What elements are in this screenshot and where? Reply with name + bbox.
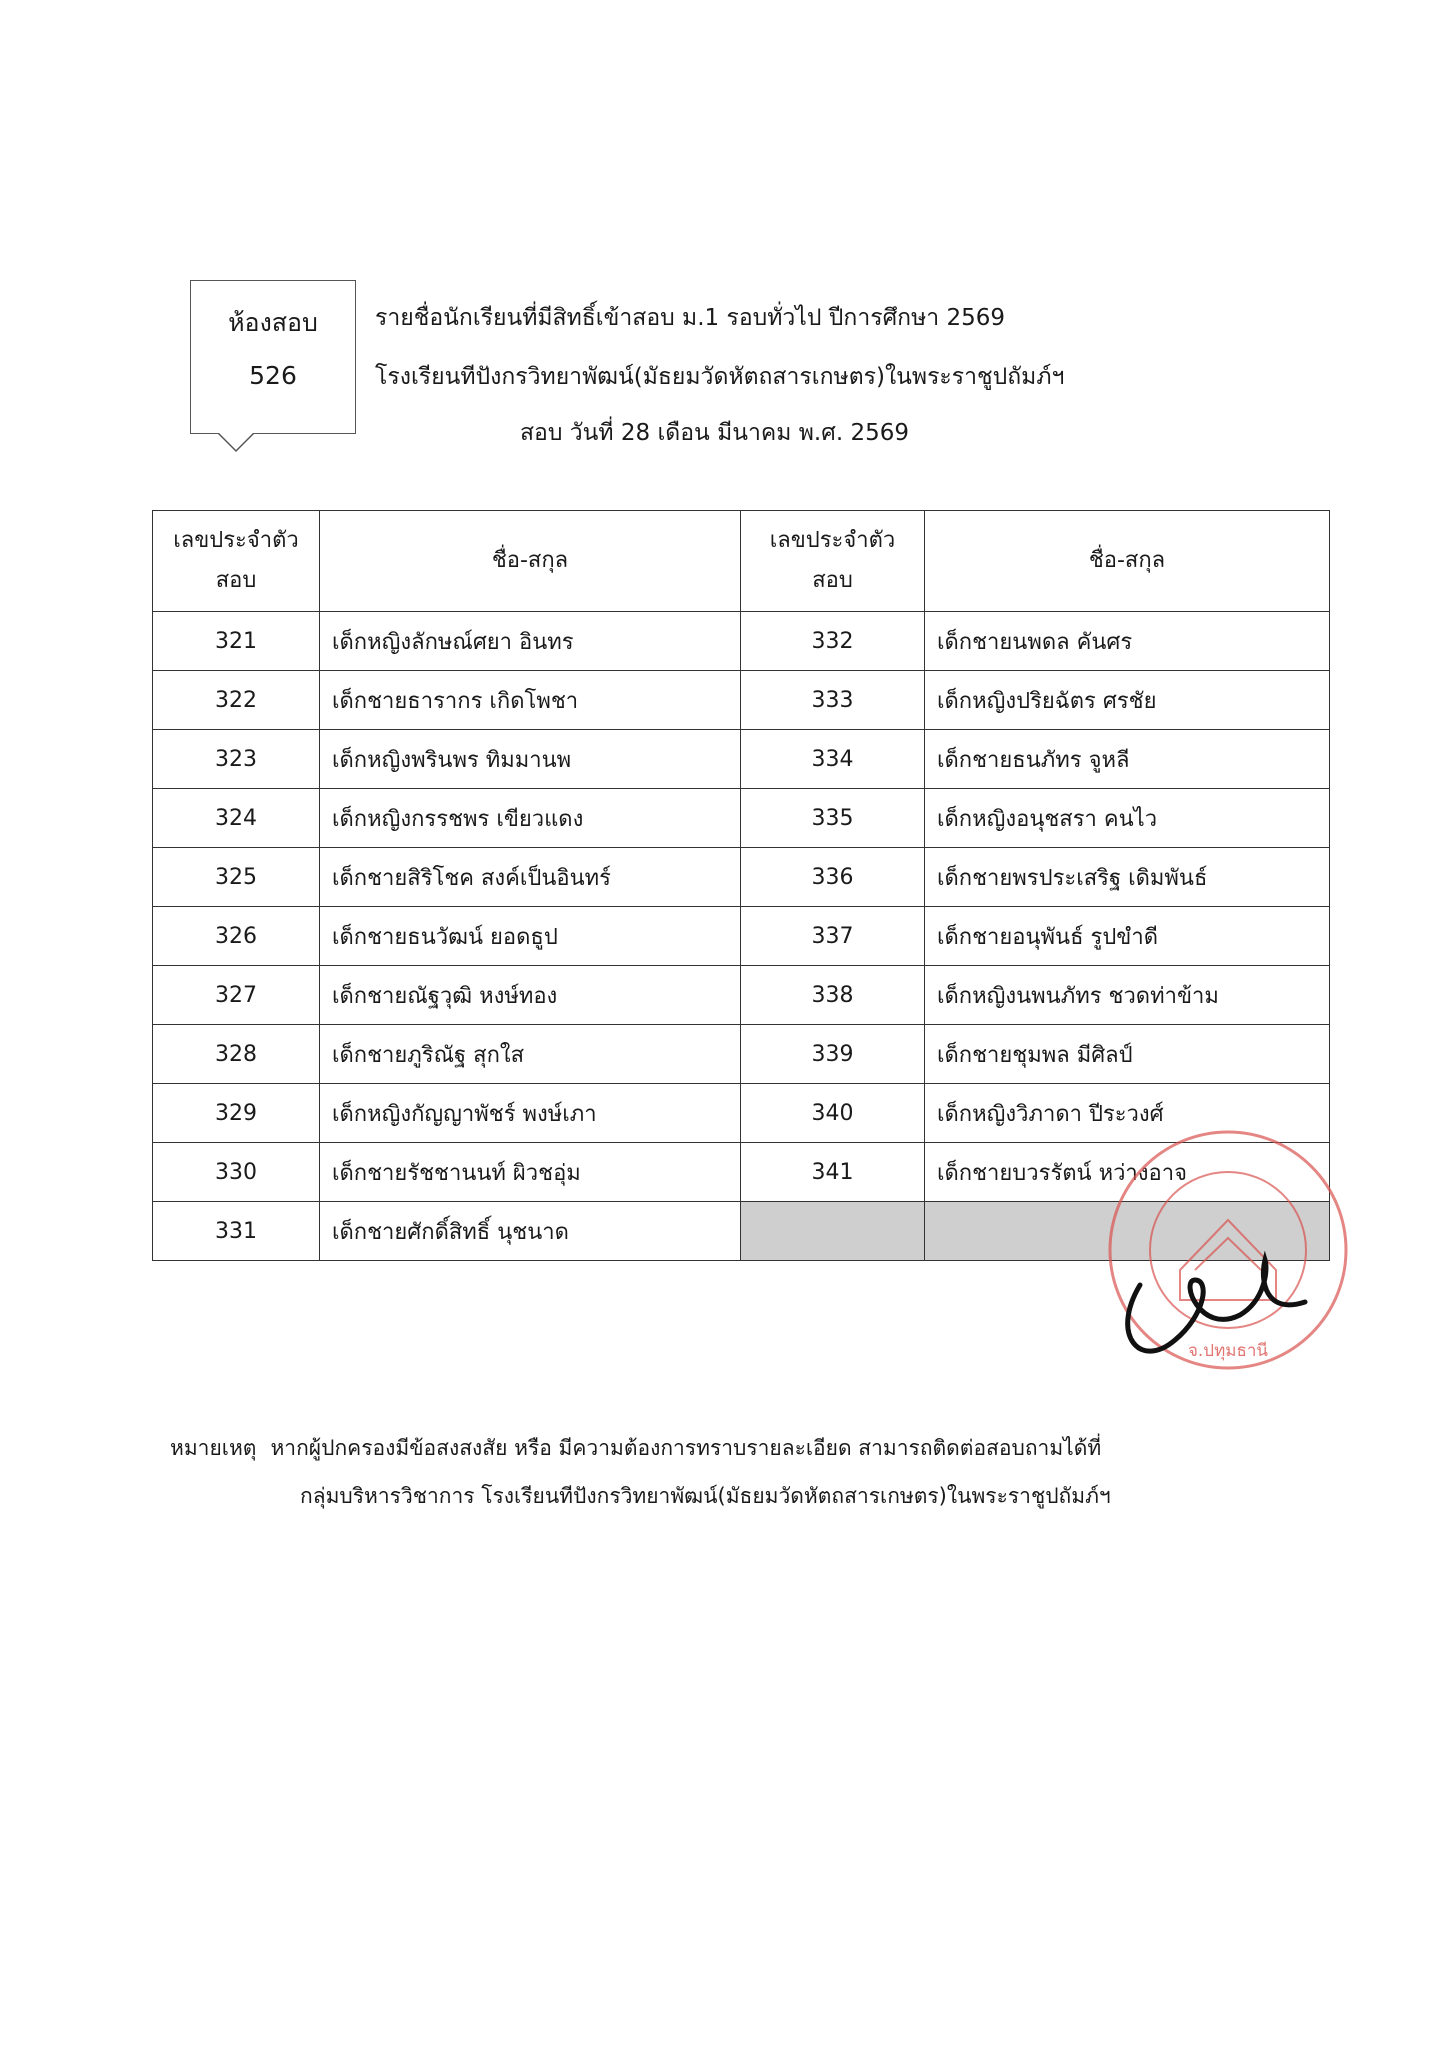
exam-id-cell: 324 bbox=[153, 789, 320, 848]
exam-room-number: 526 bbox=[249, 361, 297, 390]
exam-id-cell: 331 bbox=[153, 1202, 320, 1261]
student-name-cell: เด็กชายธารากร เกิดโพชา bbox=[320, 671, 741, 730]
table-row bbox=[153, 789, 1330, 848]
student-name-cell: เด็กชายธนวัฒน์ ยอดธูป bbox=[320, 907, 741, 966]
student-name-cell: เด็กหญิงกรรชพร เขียวแดง bbox=[320, 789, 741, 848]
empty-cell bbox=[741, 1202, 925, 1261]
student-name-cell: เด็กหญิงพรินพร ทิมมานพ bbox=[320, 730, 741, 789]
student-name-cell: เด็กชายบวรรัตน์ หว่างอาจ bbox=[925, 1143, 1330, 1202]
student-name-cell: เด็กชายภูริณัฐ สุกใส bbox=[320, 1025, 741, 1084]
exam-id-cell: 323 bbox=[153, 730, 320, 789]
student-name-cell: เด็กหญิงนพนภัทร ชวดท่าข้าม bbox=[925, 966, 1330, 1025]
header-name: ชื่อ-สกุล bbox=[320, 511, 741, 612]
student-name-cell: เด็กหญิงลักษณ์ศยา อินทร bbox=[320, 612, 741, 671]
note-line-1 bbox=[170, 1432, 1101, 1465]
table-row bbox=[153, 612, 1330, 671]
table-row bbox=[153, 966, 1330, 1025]
document-title: รายชื่อนักเรียนที่มีสิทธิ์เข้าสอบ ม.1 รอบทั่วไป ปีการศึกษา 2569 bbox=[375, 305, 1006, 331]
exam-id-cell: 339 bbox=[741, 1025, 925, 1084]
student-name-cell: เด็กชายณัฐวุฒิ หงษ์ทอง bbox=[320, 966, 741, 1025]
exam-id-cell: 334 bbox=[741, 730, 925, 789]
exam-id-cell: 330 bbox=[153, 1143, 320, 1202]
exam-id-cell: 340 bbox=[741, 1084, 925, 1143]
student-name-cell: เด็กหญิงอนุชสรา คนไว bbox=[925, 789, 1330, 848]
student-name-cell: เด็กหญิงกัญญาพัชร์ พงษ์เภา bbox=[320, 1084, 741, 1143]
exam-id-cell: 332 bbox=[741, 612, 925, 671]
student-name-cell: เด็กชายพรประเสริฐ เดิมพันธ์ bbox=[925, 848, 1330, 907]
exam-id-cell: 341 bbox=[741, 1143, 925, 1202]
header-name: ชื่อ-สกุล bbox=[925, 511, 1330, 612]
student-name-cell: เด็กหญิงปริยฉัตร ศรชัย bbox=[925, 671, 1330, 730]
exam-id-cell: 338 bbox=[741, 966, 925, 1025]
table-row bbox=[153, 848, 1330, 907]
exam-id-cell: 326 bbox=[153, 907, 320, 966]
header-exam-id: เลขประจำตัว สอบ bbox=[741, 511, 925, 612]
stamp-outer-ring bbox=[1110, 1132, 1346, 1368]
school-name: โรงเรียนทีปังกรวิทยาพัฒน์(มัธยมวัดหัตถสารเกษตร)ในพระราชูปถัมภ์ฯ bbox=[375, 364, 1065, 390]
exam-id-cell: 327 bbox=[153, 966, 320, 1025]
note-label: หมายเหตุ bbox=[170, 1436, 257, 1460]
table-row bbox=[153, 671, 1330, 730]
student-name-cell: เด็กชายอนุพันธ์ รูปขำดี bbox=[925, 907, 1330, 966]
exam-id-cell: 328 bbox=[153, 1025, 320, 1084]
exam-id-cell: 329 bbox=[153, 1084, 320, 1143]
school-seal-stamp bbox=[1100, 1120, 1350, 1390]
exam-id-cell: 333 bbox=[741, 671, 925, 730]
stamp-province-text: จ.ปทุมธานี bbox=[1187, 1341, 1269, 1361]
exam-date: สอบ วันที่ 28 เดือน มีนาคม พ.ศ. 2569 bbox=[520, 420, 909, 446]
header-exam-id: เลขประจำตัว สอบ bbox=[153, 511, 320, 612]
exam-id-cell: 325 bbox=[153, 848, 320, 907]
student-name-cell: เด็กชายนพดล คันศร bbox=[925, 612, 1330, 671]
note-text-1: หากผู้ปกครองมีข้อสงสงสัย หรือ มีความต้องการทราบรายละเอียด สามารถติดต่อสอบถามได้ที่ bbox=[270, 1436, 1102, 1460]
exam-id-cell: 322 bbox=[153, 671, 320, 730]
student-name-cell: เด็กชายศักดิ์สิทธิ์ นุชนาด bbox=[320, 1202, 741, 1261]
exam-id-cell: 335 bbox=[741, 789, 925, 848]
room-box-pointer bbox=[218, 433, 254, 455]
table-row bbox=[153, 1025, 1330, 1084]
student-name-cell: เด็กชายธนภัทร จูหลี bbox=[925, 730, 1330, 789]
student-name-cell: เด็กชายชุมพล มีศิลป์ bbox=[925, 1025, 1330, 1084]
exam-id-cell: 336 bbox=[741, 848, 925, 907]
student-name-cell: เด็กหญิงวิภาดา ปีระวงศ์ bbox=[925, 1084, 1330, 1143]
student-name-cell: เด็กชายสิริโชค สงค์เป็นอินทร์ bbox=[320, 848, 741, 907]
table-row bbox=[153, 730, 1330, 789]
table-header-row bbox=[153, 511, 1330, 612]
note-line-2: กลุ่มบริหารวิชาการ โรงเรียนทีปังกรวิทยาพัฒน์(มัธยมวัดหัตถสารเกษตร)ในพระราชูปถัมภ์ฯ bbox=[300, 1484, 1111, 1508]
exam-room-label: ห้องสอบ bbox=[228, 308, 318, 337]
exam-room-box bbox=[190, 280, 356, 434]
student-name-cell: เด็กชายรัชชานนท์ ผิวชอุ่ม bbox=[320, 1143, 741, 1202]
table-row bbox=[153, 907, 1330, 966]
exam-id-cell: 321 bbox=[153, 612, 320, 671]
exam-id-cell: 337 bbox=[741, 907, 925, 966]
